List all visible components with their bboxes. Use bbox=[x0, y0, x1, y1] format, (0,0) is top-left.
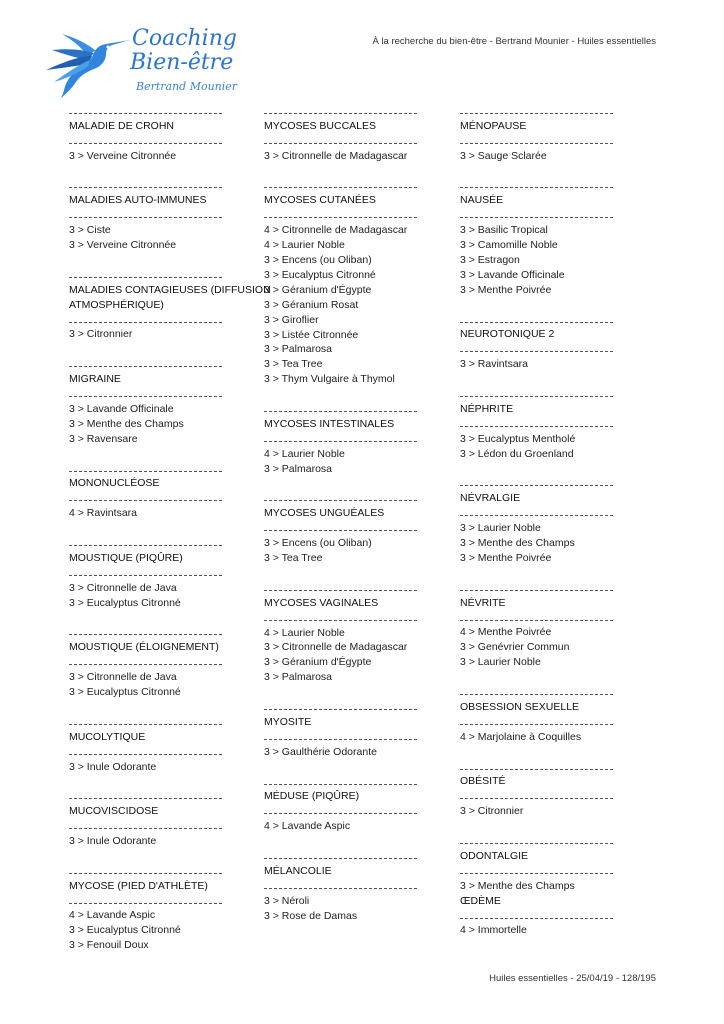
indication-entry bbox=[264, 164, 424, 388]
oil-item: 3 > Tea Tree bbox=[264, 358, 323, 371]
separator-line bbox=[264, 849, 424, 864]
oil-item: 3 > Eucalyptus Mentholé bbox=[460, 432, 576, 445]
oil-item: 3 > Palmarosa bbox=[264, 343, 332, 356]
separator-line bbox=[460, 387, 620, 402]
oil-item: 3 > Néroli bbox=[264, 894, 310, 907]
entry-spacer bbox=[460, 372, 620, 387]
indication-title: MOUSTIQUE (PIQÛRE) bbox=[69, 551, 183, 564]
oil-item: 3 > Menthe des Champs bbox=[69, 417, 184, 430]
oil-item: 4 > Laurier Noble bbox=[264, 626, 345, 639]
indication-title: NEUROTONIQUE 2 bbox=[460, 328, 555, 341]
oil-item: 3 > Eucalyptus Citronné bbox=[69, 686, 181, 699]
indication-entry bbox=[69, 611, 229, 700]
oil-item: 3 > Verveine Citronnée bbox=[69, 149, 177, 162]
indication-title: MÉLANCOLIE bbox=[264, 864, 332, 877]
column-3 bbox=[460, 104, 620, 938]
entry-spacer bbox=[460, 462, 620, 477]
oil-item: 4 > Lavande Aspic bbox=[69, 909, 156, 922]
separator-line bbox=[264, 700, 424, 715]
separator-line bbox=[69, 715, 229, 730]
separator-line bbox=[264, 581, 424, 596]
entry-spacer bbox=[69, 253, 229, 268]
separator-line bbox=[69, 566, 229, 581]
indication-title: MALADIE DE CROHN bbox=[69, 119, 175, 132]
indication-entry bbox=[460, 670, 620, 744]
separator-line bbox=[460, 834, 620, 849]
entry-spacer bbox=[460, 745, 620, 760]
entry-spacer bbox=[69, 849, 229, 864]
oil-item: 3 > Géranium Rosat bbox=[264, 298, 359, 311]
oil-item: 3 > Sauge Sclarée bbox=[460, 149, 547, 162]
indication-entry bbox=[69, 521, 229, 610]
oil-item: 3 > Menthe Poivrée bbox=[460, 551, 552, 564]
oil-item: 3 > Palmarosa bbox=[264, 671, 332, 684]
indication-title: NAUSÉE bbox=[460, 194, 504, 207]
entry-spacer bbox=[460, 164, 620, 179]
oil-item: 3 > Tea Tree bbox=[264, 552, 323, 565]
separator-line bbox=[460, 909, 620, 924]
separator-line bbox=[264, 730, 424, 745]
logo-author: Bertrand Mounier bbox=[136, 80, 238, 93]
indication-entry bbox=[69, 700, 229, 774]
indication-entry bbox=[264, 834, 424, 923]
oil-item: 3 > Géranium d'Égypte bbox=[264, 656, 372, 669]
separator-line bbox=[264, 134, 424, 149]
indication-title: NÉVRALGIE bbox=[460, 492, 521, 505]
indication-title: MUCOVISCIDOSE bbox=[69, 805, 159, 818]
separator-line bbox=[460, 789, 620, 804]
indication-entry bbox=[264, 387, 424, 476]
separator-line bbox=[460, 313, 620, 328]
entry-spacer bbox=[69, 447, 229, 462]
entry-spacer bbox=[264, 477, 424, 492]
oil-item: 4 > Ravintsara bbox=[69, 507, 137, 520]
separator-line bbox=[69, 313, 229, 328]
logo bbox=[44, 24, 244, 100]
indication-entry bbox=[460, 164, 620, 298]
separator-line bbox=[69, 208, 229, 223]
separator-line bbox=[264, 208, 424, 223]
oil-item: 3 > Fenouil Doux bbox=[69, 939, 149, 952]
oil-item: 3 > Lédon du Groenland bbox=[460, 447, 574, 460]
indication-entry bbox=[460, 372, 620, 461]
oil-item: 3 > Estragon bbox=[460, 253, 520, 266]
indication-entry bbox=[264, 477, 424, 566]
oil-item: 3 > Gaulthérie Odorante bbox=[264, 745, 377, 758]
separator-line bbox=[264, 402, 424, 417]
logo-title-line2: Bien-être bbox=[130, 50, 234, 75]
indication-title: MYCOSES BUCCALES bbox=[264, 119, 377, 132]
oil-item: 3 > Listée Citronnée bbox=[264, 328, 359, 341]
indication-entry bbox=[460, 894, 620, 939]
separator-line bbox=[460, 685, 620, 700]
separator-line bbox=[460, 417, 620, 432]
separator-line bbox=[264, 104, 424, 119]
separator-line bbox=[460, 134, 620, 149]
oil-item: 3 > Basilic Tropical bbox=[460, 224, 548, 237]
indication-title: ODONTALGIE bbox=[460, 849, 529, 862]
entry-spacer bbox=[69, 700, 229, 715]
indication-title: MÉNOPAUSE bbox=[460, 119, 527, 132]
separator-line bbox=[264, 879, 424, 894]
entry-spacer bbox=[69, 521, 229, 536]
indication-entry bbox=[460, 298, 620, 372]
oil-item: 3 > Citronnier bbox=[69, 328, 133, 341]
indication-entry bbox=[460, 462, 620, 566]
indication-entry bbox=[69, 774, 229, 848]
separator-line bbox=[69, 655, 229, 670]
indication-title: OBSESSION SEXUELLE bbox=[460, 700, 580, 713]
indication-entry bbox=[460, 745, 620, 819]
separator-line bbox=[264, 804, 424, 819]
oil-item: 4 > Menthe Poivrée bbox=[460, 626, 552, 639]
indication-entry bbox=[264, 685, 424, 759]
entry-spacer bbox=[264, 164, 424, 179]
indication-entry bbox=[69, 849, 229, 953]
separator-line bbox=[264, 521, 424, 536]
separator-line bbox=[69, 864, 229, 879]
oil-item: 3 > Menthe des Champs bbox=[460, 879, 575, 892]
indication-entry bbox=[460, 566, 620, 670]
separator-line bbox=[460, 208, 620, 223]
separator-line bbox=[264, 491, 424, 506]
indication-entry bbox=[69, 164, 229, 253]
indication-entry bbox=[264, 760, 424, 834]
separator-line bbox=[460, 178, 620, 193]
oil-item: 3 > Menthe des Champs bbox=[460, 537, 575, 550]
column-1 bbox=[69, 104, 271, 953]
indication-title: MALADIES AUTO-IMMUNES bbox=[69, 194, 207, 207]
indication-entry bbox=[69, 253, 271, 342]
oil-item: 3 > Citronnelle de Madagascar bbox=[264, 641, 408, 654]
indication-entry bbox=[264, 566, 424, 685]
indication-title: NÉVRITE bbox=[460, 596, 506, 609]
oil-item: 3 > Inule Odorante bbox=[69, 760, 157, 773]
entry-spacer bbox=[460, 670, 620, 685]
indication-title: MUCOLYTIQUE bbox=[69, 730, 146, 743]
separator-line bbox=[460, 611, 620, 626]
separator-line bbox=[69, 894, 229, 909]
separator-line bbox=[69, 462, 229, 477]
oil-item: 3 > Laurier Noble bbox=[460, 522, 541, 535]
oil-item: 3 > Genévrier Commun bbox=[460, 641, 570, 654]
entry-spacer bbox=[264, 834, 424, 849]
oil-item: 3 > Géranium d'Égypte bbox=[264, 283, 372, 296]
indication-entry bbox=[460, 819, 620, 893]
oil-item: 3 > Menthe Poivrée bbox=[460, 283, 552, 296]
indication-entry bbox=[460, 104, 620, 164]
separator-line bbox=[460, 342, 620, 357]
indication-entry bbox=[69, 104, 229, 164]
separator-line bbox=[460, 581, 620, 596]
oil-item: 3 > Palmarosa bbox=[264, 462, 332, 475]
column-2 bbox=[264, 104, 424, 923]
oil-item: 3 > Eucalyptus Citronné bbox=[69, 924, 181, 937]
indication-title: MOUSTIQUE (ÉLOIGNEMENT) bbox=[69, 641, 219, 654]
separator-line bbox=[460, 506, 620, 521]
separator-line bbox=[264, 432, 424, 447]
entry-spacer bbox=[264, 760, 424, 775]
logo-title-line1: Coaching bbox=[132, 26, 237, 51]
oil-item: 3 > Citronnier bbox=[460, 805, 524, 818]
separator-line bbox=[69, 789, 229, 804]
page-header: À la recherche du bien-être - Bertrand Mounier - Huiles essentielles bbox=[372, 36, 656, 47]
indication-title: MYCOSES UNGUÉALES bbox=[264, 507, 385, 520]
entry-spacer bbox=[69, 342, 229, 357]
indication-title: MYCOSES INTESTINALES bbox=[264, 417, 395, 430]
oil-item: 4 > Immortelle bbox=[460, 924, 527, 937]
oil-item: 4 > Citronnelle de Madagascar bbox=[264, 224, 408, 237]
oil-item: 4 > Marjolaine à Coquilles bbox=[460, 730, 582, 743]
separator-line bbox=[69, 357, 229, 372]
separator-line bbox=[69, 536, 229, 551]
separator-line bbox=[264, 775, 424, 790]
oil-item: 3 > Lavande Officinale bbox=[69, 402, 174, 415]
indication-entry bbox=[69, 342, 229, 446]
separator-line bbox=[264, 611, 424, 626]
oil-item: 4 > Laurier Noble bbox=[264, 447, 345, 460]
page-footer: Huiles essentielles - 25/04/19 - 128/195 bbox=[489, 973, 656, 984]
entry-spacer bbox=[460, 298, 620, 313]
entry-spacer bbox=[264, 387, 424, 402]
separator-line bbox=[69, 134, 229, 149]
oil-item: 3 > Ciste bbox=[69, 224, 111, 237]
indication-title: MYCOSES CUTANÉES bbox=[264, 194, 376, 207]
indication-title: NÉPHRITE bbox=[460, 402, 514, 415]
entry-spacer bbox=[69, 611, 229, 626]
separator-line bbox=[460, 104, 620, 119]
indication-title: MÉDUSE (PIQÛRE) bbox=[264, 790, 360, 803]
indication-title: OBÉSITÉ bbox=[460, 775, 506, 788]
oil-item: 3 > Encens (ou Oliban) bbox=[264, 253, 372, 266]
oil-item: 3 > Citronnelle de Java bbox=[69, 581, 177, 594]
entry-spacer bbox=[69, 164, 229, 179]
entry-spacer bbox=[460, 819, 620, 834]
separator-line bbox=[69, 268, 229, 283]
oil-item: 3 > Ravensare bbox=[69, 432, 138, 445]
indication-title: MONONUCLÉOSE bbox=[69, 477, 160, 490]
oil-item: 4 > Laurier Noble bbox=[264, 239, 345, 252]
separator-line bbox=[460, 760, 620, 775]
oil-item: 3 > Encens (ou Oliban) bbox=[264, 537, 372, 550]
oil-item: 3 > Laurier Noble bbox=[460, 656, 541, 669]
oil-item: 3 > Citronnelle de Java bbox=[69, 671, 177, 684]
separator-line bbox=[69, 491, 229, 506]
indication-entry bbox=[264, 104, 424, 164]
indication-title: MYCOSES VAGINALES bbox=[264, 596, 379, 609]
oil-item: 3 > Thym Vulgaire à Thymol bbox=[264, 373, 395, 386]
oil-item: 4 > Lavande Aspic bbox=[264, 820, 351, 833]
indication-title: ŒDÈME bbox=[460, 894, 501, 907]
separator-line bbox=[460, 864, 620, 879]
hummingbird-icon bbox=[44, 24, 134, 100]
oil-item: 3 > Verveine Citronnée bbox=[69, 239, 177, 252]
separator-line bbox=[69, 819, 229, 834]
oil-item: 3 > Ravintsara bbox=[460, 358, 528, 371]
separator-line bbox=[69, 104, 229, 119]
entry-spacer bbox=[264, 685, 424, 700]
entry-spacer bbox=[264, 566, 424, 581]
entry-spacer bbox=[460, 566, 620, 581]
indication-entry bbox=[69, 447, 229, 521]
separator-line bbox=[460, 476, 620, 491]
separator-line bbox=[460, 715, 620, 730]
oil-item: 3 > Inule Odorante bbox=[69, 835, 157, 847]
oil-item: 3 > Eucalyptus Citronné bbox=[264, 268, 376, 281]
indication-title: MIGRAINE bbox=[69, 373, 121, 386]
separator-line bbox=[69, 178, 229, 193]
oil-item: 3 > Eucalyptus Citronné bbox=[69, 596, 181, 609]
separator-line bbox=[69, 745, 229, 760]
entry-spacer bbox=[69, 774, 229, 789]
indication-title: MYOSITE bbox=[264, 715, 312, 728]
separator-line bbox=[69, 387, 229, 402]
separator-line bbox=[264, 178, 424, 193]
oil-item: 3 > Rose de Damas bbox=[264, 909, 358, 922]
oil-item: 3 > Camomille Noble bbox=[460, 239, 558, 252]
indication-title: MALADIES CONTAGIEUSES (DIFFUSION ATMOSPHÉRIQUE) bbox=[69, 283, 271, 311]
oil-item: 3 > Citronnelle de Madagascar bbox=[264, 149, 408, 162]
separator-line bbox=[69, 625, 229, 640]
indication-title: MYCOSE (PIED D'ATHLÈTE) bbox=[69, 879, 208, 892]
oil-item: 3 > Giroflier bbox=[264, 313, 319, 326]
oil-item: 3 > Lavande Officinale bbox=[460, 268, 565, 281]
